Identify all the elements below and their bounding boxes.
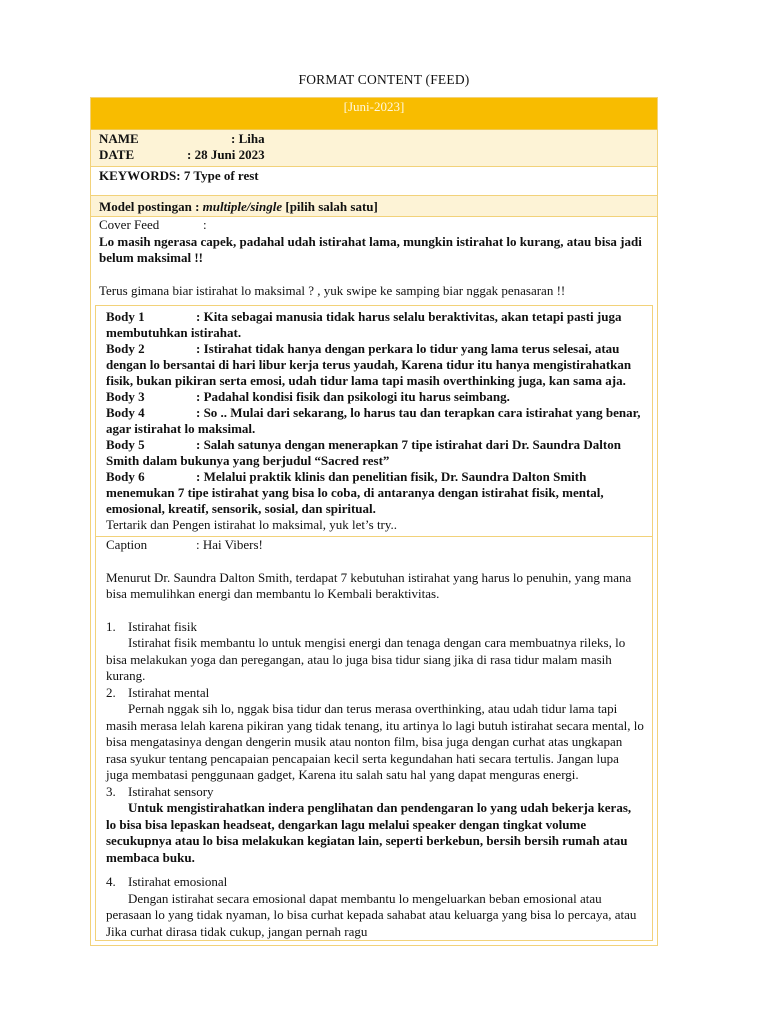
meta-block — [91, 130, 657, 167]
content-table — [90, 97, 658, 946]
cover-colon: : — [203, 217, 207, 232]
name-label: NAME — [99, 131, 139, 146]
date-value: : 28 Juni 2023 — [187, 147, 265, 162]
caption-item-3-text: Untuk mengistirahatkan indera penglihatan dan pendengaran lo yang udah bekerja keras, lo bisa bisa lepaskan headseat, dengarkan lagu melalui speaker dengan tingkat volume secukupnya atau lo bisa melakukan kegiatan lain, seperti berkebun, bersih bersih rumah atau membaca buku. — [106, 800, 632, 865]
caption-item-1-text: Istirahat fisik membantu lo untuk mengisi energi dan tenaga dengan cara membuatnya rileks, lo bisa melakukan yoga dan peregangan, atau lo juga bisa tidur siang jika di rasa tidur malam masih kurang. — [106, 635, 626, 683]
model-suffix: [pilih salah satu] — [282, 199, 378, 214]
month-header: [Juni-2023] — [91, 98, 657, 130]
keywords-row: KEYWORDS: 7 Type of rest — [91, 167, 657, 196]
cover-normal-text: Terus gimana biar istirahat lo maksimal ? , yuk swipe ke samping biar nggak penasaran !! — [99, 282, 566, 298]
inner-table — [95, 305, 653, 941]
model-prefix: Model postingan : — [99, 199, 203, 214]
name-row — [99, 131, 649, 147]
caption-section — [96, 537, 652, 940]
cover-feed-section — [91, 217, 657, 305]
body-closing: Tertarik dan Pengen istirahat lo maksimal, yuk let’s try.. — [106, 517, 398, 532]
caption-item-2-text: Pernah nggak sih lo, nggak bisa tidur dan terus merasa overthinking, atau udah tidur lama tapi masih merasa lelah karena pikiran yang tidak tenang, itu artinya lo lagi butuh istirahat secara mental, lo bisa mengatasinya dengan dengerin musik atau nonton film, bisa juga dengan curhat atas ungkapan rasa syukur tentang pencapaian pencapaian kecil serta kegundahan hati secara tertulis. Jangan lupa juga membatasi penggunaan gadget, Karena itu salah satu hal yang dapat menguras energi. — [106, 701, 644, 782]
body-item-4: Body 4 : So .. Mulai dari sekarang, lo harus tau dan terapkan cara istirahat yang benar, agar istirahat lo maksimal. — [106, 405, 641, 436]
name-value: : Liha — [231, 131, 265, 146]
caption-intro: Menurut Dr. Saundra Dalton Smith, terdapat 7 kebutuhan istirahat yang harus lo penuhin, yang mana bisa memulihkan energi dan membantu lo Kembali beraktivitas. — [106, 569, 632, 601]
cover-bold-text: Lo masih ngerasa capek, padahal udah istirahat lama, mungkin istirahat lo kurang, atau bisa jadi belum maksimal !! — [99, 233, 642, 265]
body-item-1: Body 1 : Kita sebagai manusia tidak harus selalu beraktivitas, akan tetapi pasti juga membutuhkan istirahat. — [106, 309, 622, 340]
cover-label: Cover Feed — [99, 217, 160, 232]
body-item-5: Body 5 : Salah satunya dengan menerapkan 7 tipe istirahat dari Dr. Saundra Dalton Smith dalam bukunya yang berjudul “Sacred rest” — [106, 437, 621, 468]
date-row — [99, 147, 649, 163]
body-item-6: Body 6 : Melalui praktik klinis dan penelitian fisik, Dr. Saundra Dalton Smith menemukan 7 tipe istirahat yang bisa lo coba, di antaranya dengan istirahat fisik, mental, emosional, kreatif, sensorik, sosial, dan spiritual. — [106, 469, 604, 516]
date-label: DATE — [99, 147, 135, 162]
body-section — [96, 306, 652, 537]
caption-label: Caption — [106, 537, 148, 552]
model-italic: multiple/single — [202, 199, 283, 214]
document-title: FORMAT CONTENT (FEED) — [298, 72, 470, 87]
caption-item-4-title: 4. Istirahat emosional — [106, 874, 228, 889]
caption-item-4-text: Dengan istirahat secara emosional dapat membantu lo mengeluarkan beban emosional atau perasaan lo yang tidak nyaman, lo bisa curhat kepada sahabat atau keluarga yang bisa lo percaya, atau Jika curhat dirasa tidak cukup, jangan pernah ragu — [106, 890, 637, 939]
caption-item-1-title: 1. Istirahat fisik — [106, 618, 197, 634]
caption-item-3-title: 3. Istirahat sensory — [106, 783, 214, 799]
caption-item-2-title: 2. Istirahat mental — [106, 684, 210, 700]
body-item-2: Body 2 : Istirahat tidak hanya dengan perkara lo tidur yang lama terus selesai, atau dengan lo bersantai di hari libur kerja terus yaudah, Karena tidur itu hanya mengistirahatkan fisik, bukan pikiran serta emosi, udah tidur lama tapi masih overthinking juga, kan sama aja. — [106, 341, 632, 388]
body-item-3: Body 3 : Padahal kondisi fisik dan psikologi itu harus seimbang. — [106, 389, 510, 404]
caption-greeting: : Hai Vibers! — [196, 537, 263, 552]
model-row — [91, 196, 657, 217]
